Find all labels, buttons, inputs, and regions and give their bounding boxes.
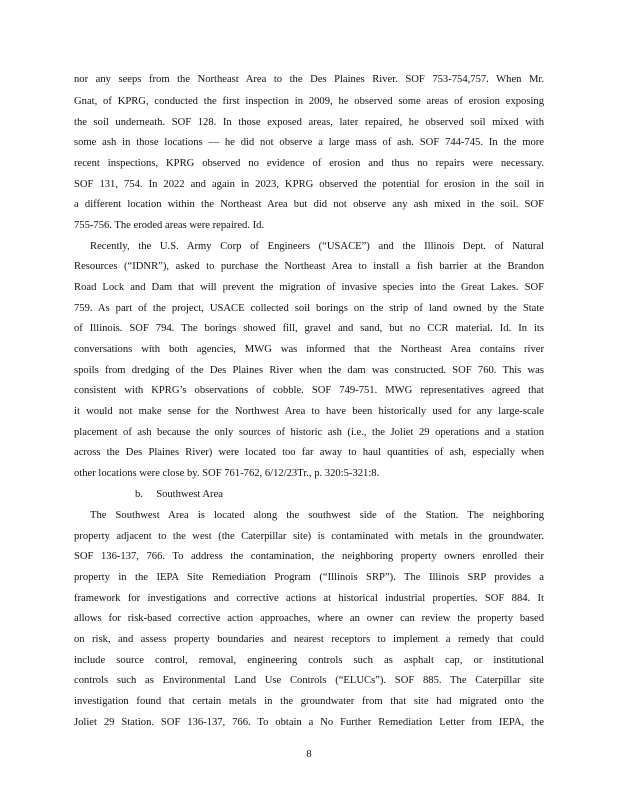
text-line: other locations were close by. SOF 761-762, 6/12/23Tr., p. 320:5-321:8. [74,468,380,479]
text-line: on risk, and assess property boundaries and nearest receptors to implement a remedy that could [74,634,544,645]
text-line: conversations with both agencies, MWG was informed that the Northeast Area contains river [74,344,544,355]
text-line: allows for risk-based corrective action approaches, where an owner can review the property based [74,613,544,624]
page-number: 8 [306,749,312,760]
text-line: Road Lock and Dam that will prevent the migration of invasive species into the Great Lakes. SOF [74,282,544,293]
text-line: framework for investigations and corrective actions at historical industrial properties. SOF 884. It [74,593,544,604]
text-line: spoils from dredging of the Des Plaines River when the dam was constructed. SOF 760. This was [74,365,544,376]
text-line: controls such as Environmental Land Use Controls (“ELUCs”). SOF 885. The Caterpillar site [74,675,544,686]
text-line: recent inspections, KPRG observed no evidence of erosion and thus no repairs were necessary. [74,158,544,169]
text-line: nor any seeps from the Northeast Area to the Des Plaines River. SOF 753-754,757. When Mr. [74,74,544,85]
text-line: consistent with KPRG’s observations of cobble. SOF 749-751. MWG representatives agreed that [74,385,544,396]
text-line: SOF 136-137, 766. To address the contamination, the neighboring property owners enrolled their [74,551,544,562]
text-line: the soil underneath. SOF 128. In those exposed areas, later repaired, he observed soil mixed with [74,117,544,128]
text-line: some ash in those locations — he did not observe a large mass of ash. SOF 744-745. In the more [74,137,544,148]
text-line: of Illinois. SOF 794. The borings showed fill, gravel and sand, but no CCR material. Id. In its [74,323,544,334]
section-heading: b. Southwest Area [135,489,223,500]
text-line: Gnat, of KPRG, conducted the first inspection in 2009, he observed some areas of erosion exposing [74,96,544,107]
text-line: placement of ash because the only sources of historic ash (i.e., the Joliet 29 operations and a station [74,427,544,438]
text-line: property adjacent to the west (the Caterpillar site) is contaminated with metals in the groundwater. [74,531,544,542]
text-line: Resources (“IDNR”), asked to purchase the Northeast Area to install a fish barrier at the Brandon [74,261,544,272]
text-line: Recently, the U.S. Army Corp of Engineers (“USACE”) and the Illinois Dept. of Natural [90,241,544,252]
text-line: investigation found that certain metals in the groundwater from that site had migrated onto the [74,696,544,707]
text-line: across the Des Plaines River) were located too far away to haul quantities of ash, especially when [74,447,544,458]
text-line: 759. As part of the project, USACE collected soil borings on the strip of land owned by the State [74,303,544,314]
text-line: 755-756. The eroded areas were repaired. Id. [74,220,265,231]
text-line: include source control, removal, engineering controls such as asphalt cap, or institutional [74,655,544,666]
text-line: Joliet 29 Station. SOF 136-137, 766. To obtain a No Further Remediation Letter from IEPA, the [74,717,544,728]
text-line: SOF 131, 754. In 2022 and again in 2023, KPRG observed the potential for erosion in the soil in [74,179,544,190]
text-line: it would not make sense for the Northwest Area to have been historically used for any large-scale [74,406,544,417]
text-line: The Southwest Area is located along the southwest side of the Station. The neighboring [90,510,544,521]
text-line: a different location within the Northeast Area but did not observe any ash mixed in the soil. SOF [74,199,544,210]
text-line: property in the IEPA Site Remediation Program (“Illinois SRP”). The Illinois SRP provides a [74,572,544,583]
